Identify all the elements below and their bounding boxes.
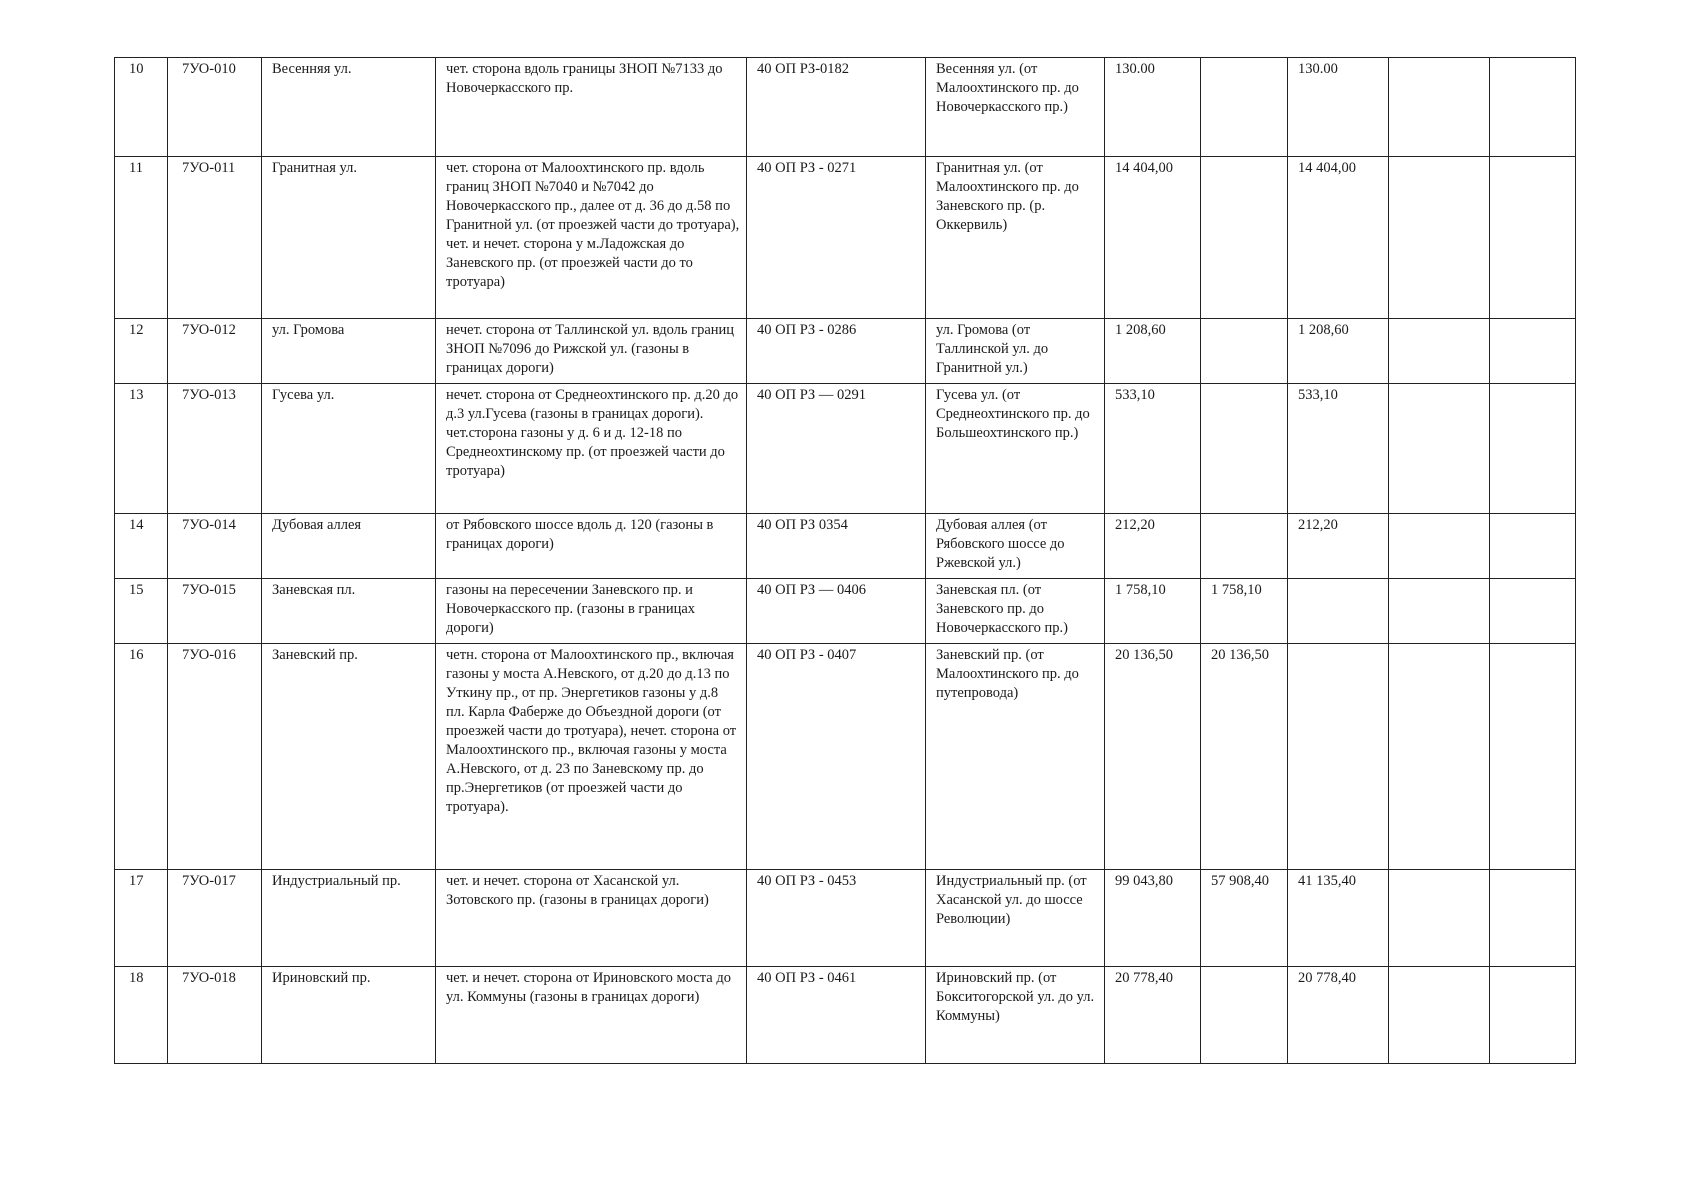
- area-col7: [1201, 514, 1288, 579]
- table-row: [115, 967, 1576, 1064]
- area-description: чет. и нечет. сторона от Хасанской ул. Зотовского пр. (газоны в границах дороги): [436, 870, 747, 967]
- area-col8: 130.00: [1288, 58, 1389, 157]
- object-code: 7УО-011: [168, 157, 262, 319]
- total-area: 1 758,10: [1105, 579, 1201, 644]
- table-row: [115, 579, 1576, 644]
- row-number: 14: [115, 514, 168, 579]
- area-description: четн. сторона от Малоохтинского пр., включая газоны у моста А.Невского, от д.20 до д.13 по Уткину пр., от пр. Энергетиков газоны у д.8 пл. Карла Фаберже до Объездной дороги (от проезжей части до тротуара), нечет. сторона от Малоохтинского пр., включая газоны у моста А.Невского, от д. 23 по Заневскому пр. до пр.Энергетиков (от проезжей части до тротуара).: [436, 644, 747, 870]
- table-row: [115, 157, 1576, 319]
- area-description: от Рябовского шоссе вдоль д. 120 (газоны в границах дороги): [436, 514, 747, 579]
- area-col9: [1389, 579, 1490, 644]
- road-name: Индустриальный пр. (от Хасанской ул. до шоссе Революции): [926, 870, 1105, 967]
- area-col9: [1389, 644, 1490, 870]
- area-col10: [1490, 870, 1576, 967]
- table-row: [115, 319, 1576, 384]
- document-page: [114, 57, 1576, 1064]
- area-col7: [1201, 58, 1288, 157]
- area-col9: [1389, 58, 1490, 157]
- street-name: Ириновский пр.: [262, 967, 436, 1064]
- area-col10: [1490, 384, 1576, 514]
- object-code: 7УО-010: [168, 58, 262, 157]
- street-name: Гусева ул.: [262, 384, 436, 514]
- total-area: 130.00: [1105, 58, 1201, 157]
- area-description: чет. и нечет. сторона от Ириновского моста до ул. Коммуны (газоны в границах дороги): [436, 967, 747, 1064]
- row-number: 10: [115, 58, 168, 157]
- road-name: Гусева ул. (от Среднеохтинского пр. до Большеохтинского пр.): [926, 384, 1105, 514]
- total-area: 212,20: [1105, 514, 1201, 579]
- street-name: ул. Громова: [262, 319, 436, 384]
- object-code: 7УО-018: [168, 967, 262, 1064]
- street-name: Заневская пл.: [262, 579, 436, 644]
- street-name: Весенняя ул.: [262, 58, 436, 157]
- object-code: 7УО-014: [168, 514, 262, 579]
- area-description: газоны на пересечении Заневского пр. и Новочеркасского пр. (газоны в границах дороги): [436, 579, 747, 644]
- area-col8: 41 135,40: [1288, 870, 1389, 967]
- area-col8: [1288, 644, 1389, 870]
- road-id: 40 ОП РЗ — 0406: [747, 579, 926, 644]
- row-number: 13: [115, 384, 168, 514]
- total-area: 1 208,60: [1105, 319, 1201, 384]
- table-row: [115, 644, 1576, 870]
- area-col7: [1201, 967, 1288, 1064]
- total-area: 20 778,40: [1105, 967, 1201, 1064]
- street-name: Индустриальный пр.: [262, 870, 436, 967]
- area-col7: 57 908,40: [1201, 870, 1288, 967]
- area-description: нечет. сторона от Таллинской ул. вдоль границ ЗНОП №7096 до Рижской ул. (газоны в границах дороги): [436, 319, 747, 384]
- area-col7: [1201, 319, 1288, 384]
- road-name: Дубовая аллея (от Рябовского шоссе до Ржевской ул.): [926, 514, 1105, 579]
- road-name: Заневский пр. (от Малоохтинского пр. до путепровода): [926, 644, 1105, 870]
- area-description: нечет. сторона от Среднеохтинского пр. д.20 до д.3 ул.Гусева (газоны в границах дороги). чет.сторона газоны у д. 6 и д. 12-18 по Среднеохтинскому пр. (от проезжей части до тротуара): [436, 384, 747, 514]
- green-areas-table: [114, 57, 1576, 1064]
- object-code: 7УО-013: [168, 384, 262, 514]
- road-id: 40 ОП РЗ — 0291: [747, 384, 926, 514]
- area-col10: [1490, 644, 1576, 870]
- area-col7: 1 758,10: [1201, 579, 1288, 644]
- area-col9: [1389, 384, 1490, 514]
- road-name: ул. Громова (от Таллинской ул. до Гранитной ул.): [926, 319, 1105, 384]
- total-area: 20 136,50: [1105, 644, 1201, 870]
- area-col10: [1490, 319, 1576, 384]
- area-description: чет. сторона от Малоохтинского пр. вдоль границ ЗНОП №7040 и №7042 до Новочеркасского пр., далее от д. 36 до д.58 по Гранитной ул. (от проезжей части до тротуара), чет. и нечет. сторона у м.Ладожская до Заневского пр. (от проезжей части до то тротуара): [436, 157, 747, 319]
- object-code: 7УО-015: [168, 579, 262, 644]
- object-code: 7УО-016: [168, 644, 262, 870]
- area-col9: [1389, 319, 1490, 384]
- total-area: 14 404,00: [1105, 157, 1201, 319]
- street-name: Дубовая аллея: [262, 514, 436, 579]
- area-col8: 212,20: [1288, 514, 1389, 579]
- road-id: 40 ОП РЗ - 0407: [747, 644, 926, 870]
- area-col8: [1288, 579, 1389, 644]
- area-col8: 1 208,60: [1288, 319, 1389, 384]
- road-id: 40 ОП РЗ - 0271: [747, 157, 926, 319]
- street-name: Гранитная ул.: [262, 157, 436, 319]
- area-col10: [1490, 514, 1576, 579]
- area-col9: [1389, 870, 1490, 967]
- row-number: 17: [115, 870, 168, 967]
- area-col8: 14 404,00: [1288, 157, 1389, 319]
- road-id: 40 ОП РЗ - 0286: [747, 319, 926, 384]
- table-row: [115, 58, 1576, 157]
- area-description: чет. сторона вдоль границы ЗНОП №7133 до Новочеркасского пр.: [436, 58, 747, 157]
- area-col7: [1201, 384, 1288, 514]
- total-area: 99 043,80: [1105, 870, 1201, 967]
- road-name: Гранитная ул. (от Малоохтинского пр. до Заневского пр. (р. Оккервиль): [926, 157, 1105, 319]
- road-id: 40 ОП РЗ 0354: [747, 514, 926, 579]
- road-id: 40 ОП РЗ - 0461: [747, 967, 926, 1064]
- row-number: 12: [115, 319, 168, 384]
- row-number: 16: [115, 644, 168, 870]
- area-col10: [1490, 579, 1576, 644]
- road-name: Заневская пл. (от Заневского пр. до Новочеркасского пр.): [926, 579, 1105, 644]
- area-col9: [1389, 514, 1490, 579]
- area-col9: [1389, 967, 1490, 1064]
- row-number: 18: [115, 967, 168, 1064]
- object-code: 7УО-012: [168, 319, 262, 384]
- road-name: Весенняя ул. (от Малоохтинского пр. до Новочеркасского пр.): [926, 58, 1105, 157]
- road-id: 40 ОП РЗ - 0453: [747, 870, 926, 967]
- area-col10: [1490, 58, 1576, 157]
- area-col8: 20 778,40: [1288, 967, 1389, 1064]
- table-body: [115, 58, 1576, 1064]
- table-row: [115, 384, 1576, 514]
- row-number: 11: [115, 157, 168, 319]
- area-col8: 533,10: [1288, 384, 1389, 514]
- road-name: Ириновский пр. (от Бокситогорской ул. до ул. Коммуны): [926, 967, 1105, 1064]
- table-row: [115, 870, 1576, 967]
- road-id: 40 ОП РЗ-0182: [747, 58, 926, 157]
- area-col10: [1490, 157, 1576, 319]
- table-row: [115, 514, 1576, 579]
- area-col9: [1389, 157, 1490, 319]
- area-col7: 20 136,50: [1201, 644, 1288, 870]
- row-number: 15: [115, 579, 168, 644]
- total-area: 533,10: [1105, 384, 1201, 514]
- street-name: Заневский пр.: [262, 644, 436, 870]
- object-code: 7УО-017: [168, 870, 262, 967]
- area-col10: [1490, 967, 1576, 1064]
- area-col7: [1201, 157, 1288, 319]
